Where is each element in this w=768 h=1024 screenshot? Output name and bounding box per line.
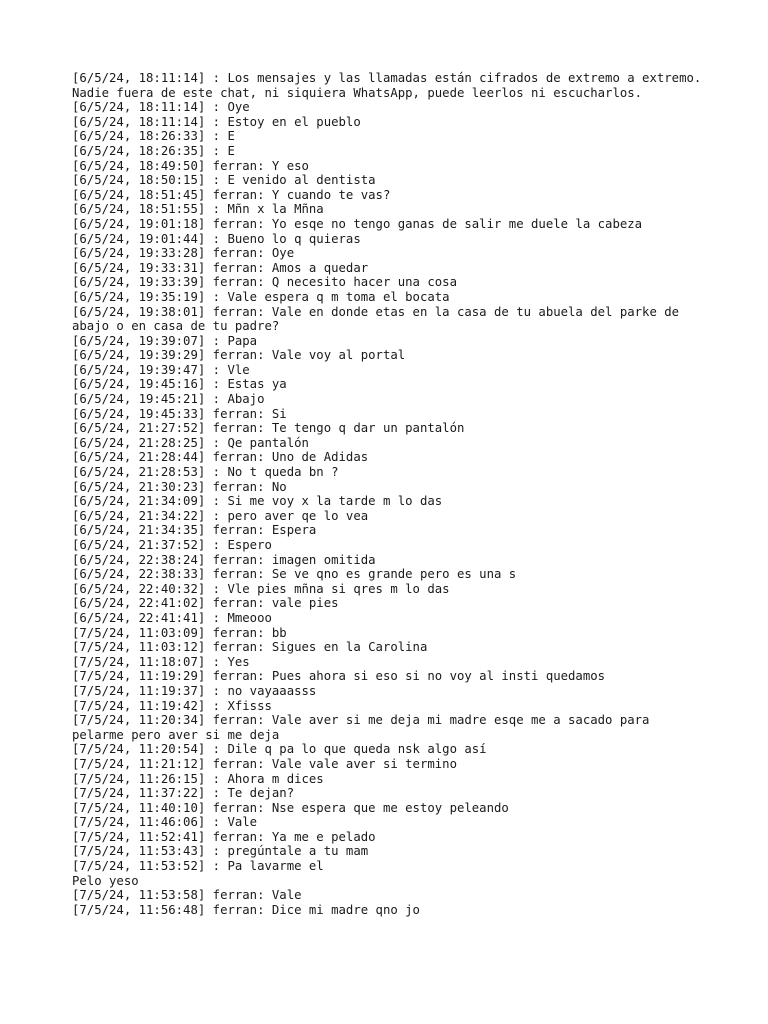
chat-message-line: [6/5/24, 18:51:55] : Mñn x la Mñna	[72, 202, 324, 217]
chat-message-line: [6/5/24, 19:35:19] : Vale espera q m toma el bocata	[72, 289, 450, 304]
chat-message-line: [7/5/24, 11:53:52] : Pa lavarme el Pelo yeso	[72, 859, 324, 888]
chat-message-line: [6/5/24, 19:38:01] ferran: Vale en donde etas en la casa de tu abuela del parke de abajo o en casa de tu padre?	[72, 304, 687, 334]
chat-message-line: [6/5/24, 18:26:33] : E	[72, 129, 235, 144]
chat-message-line: [6/5/24, 19:39:29] ferran: Vale voy al portal	[72, 348, 406, 363]
chat-message-line: [6/5/24, 22:38:33] ferran: Se ve qno es grande pero es una s	[72, 567, 517, 582]
chat-message-line: [6/5/24, 18:11:14] : Los mensajes y las llamadas están cifrados de extremo a extremo. Nadie fuera de este chat, ni siquiera WhatsApp, puede leerlos ni escucharlos.	[72, 71, 709, 100]
chat-message-line: [6/5/24, 18:26:35] : E	[72, 143, 235, 158]
chat-message-line: [7/5/24, 11:56:48] ferran: Dice mi madre qno jo	[72, 902, 420, 917]
chat-message-line: [6/5/24, 21:28:53] : No t queda bn ?	[72, 465, 339, 480]
chat-message-line: [6/5/24, 22:40:32] : Vle pies mñna si qres m lo das	[72, 581, 450, 596]
chat-message-line: [6/5/24, 19:33:31] ferran: Amos a quedar	[72, 260, 369, 275]
chat-message-line: [6/5/24, 21:27:52] ferran: Te tengo q dar un pantalón	[72, 421, 465, 436]
chat-message-line: [6/5/24, 19:01:18] ferran: Yo esqe no tengo ganas de salir me duele la cabeza	[72, 216, 643, 231]
chat-message-line: [6/5/24, 19:45:21] : Abajo	[72, 392, 265, 407]
chat-message-line: [6/5/24, 19:45:16] : Estas ya	[72, 377, 287, 392]
chat-message-line: [7/5/24, 11:46:06] : Vale	[72, 815, 258, 830]
chat-log	[72, 71, 708, 917]
chat-message-line: [6/5/24, 21:28:25] : Qe pantalón	[72, 435, 309, 450]
chat-message-line: [7/5/24, 11:19:37] : no vayaaasss	[72, 683, 317, 698]
chat-message-line: [6/5/24, 21:34:35] ferran: Espera	[72, 523, 317, 538]
chat-message-line: [6/5/24, 19:33:28] ferran: Oye	[72, 246, 295, 261]
chat-message-line: [6/5/24, 21:34:22] : pero aver qe lo vea	[72, 508, 369, 523]
chat-message-line: [6/5/24, 18:11:14] : Oye	[72, 100, 250, 115]
chat-message-line: [7/5/24, 11:40:10] ferran: Nse espera que me estoy peleando	[72, 800, 509, 815]
chat-message-line: [6/5/24, 19:45:33] ferran: Si	[72, 406, 287, 421]
chat-message-line: [7/5/24, 11:03:09] ferran: bb	[72, 625, 287, 640]
chat-message-line: [6/5/24, 21:34:09] : Si me voy x la tarde m lo das	[72, 494, 443, 509]
chat-message-line: [7/5/24, 11:37:22] : Te dejan?	[72, 786, 295, 801]
chat-message-line: [7/5/24, 11:52:41] ferran: Ya me e pelado	[72, 829, 376, 844]
chat-message-line: [7/5/24, 11:53:43] : pregúntale a tu mam	[72, 844, 369, 859]
chat-message-line: [6/5/24, 19:39:47] : Vle	[72, 362, 250, 377]
chat-message-line: [6/5/24, 21:30:23] ferran: No	[72, 479, 287, 494]
chat-message-line: [6/5/24, 22:41:02] ferran: vale pies	[72, 596, 339, 611]
chat-message-line: [7/5/24, 11:19:42] : Xfisss	[72, 698, 272, 713]
chat-message-line: [6/5/24, 19:33:39] ferran: Q necesito hacer una cosa	[72, 275, 457, 290]
chat-message-line: [6/5/24, 22:41:41] : Mmeooo	[72, 610, 272, 625]
chat-message-line: [7/5/24, 11:03:12] ferran: Sigues en la Carolina	[72, 640, 428, 655]
chat-message-line: [6/5/24, 18:49:50] ferran: Y eso	[72, 158, 309, 173]
chat-message-line: [7/5/24, 11:21:12] ferran: Vale vale aver si termino	[72, 756, 457, 771]
chat-message-line: [6/5/24, 19:39:07] : Papa	[72, 333, 258, 348]
chat-message-line: [7/5/24, 11:20:34] ferran: Vale aver si me deja mi madre esqe me a sacado para pelarme pero aver si me deja	[72, 713, 657, 742]
chat-message-line: [6/5/24, 22:38:24] ferran: imagen omitida	[72, 552, 376, 567]
chat-message-line: [7/5/24, 11:53:58] ferran: Vale	[72, 888, 302, 903]
chat-message-line: [7/5/24, 11:18:07] : Yes	[72, 654, 250, 669]
chat-message-line: [7/5/24, 11:20:54] : Dile q pa lo que queda nsk algo así	[72, 742, 487, 757]
chat-message-line: [6/5/24, 18:51:45] ferran: Y cuando te vas?	[72, 187, 391, 202]
chat-message-line: [6/5/24, 19:01:44] : Bueno lo q quieras	[72, 231, 361, 246]
chat-message-line: [6/5/24, 18:50:15] : E venido al dentista	[72, 173, 376, 188]
chat-message-line: [6/5/24, 21:28:44] ferran: Uno de Adidas	[72, 450, 369, 465]
chat-message-line: [6/5/24, 21:37:52] : Espero	[72, 538, 272, 552]
chat-message-line: [6/5/24, 18:11:14] : Estoy en el pueblo	[72, 114, 361, 129]
chat-message-line: [7/5/24, 11:26:15] : Ahora m dices	[72, 771, 324, 786]
chat-message-line: [7/5/24, 11:19:29] ferran: Pues ahora si eso si no voy al insti quedamos	[72, 669, 606, 684]
